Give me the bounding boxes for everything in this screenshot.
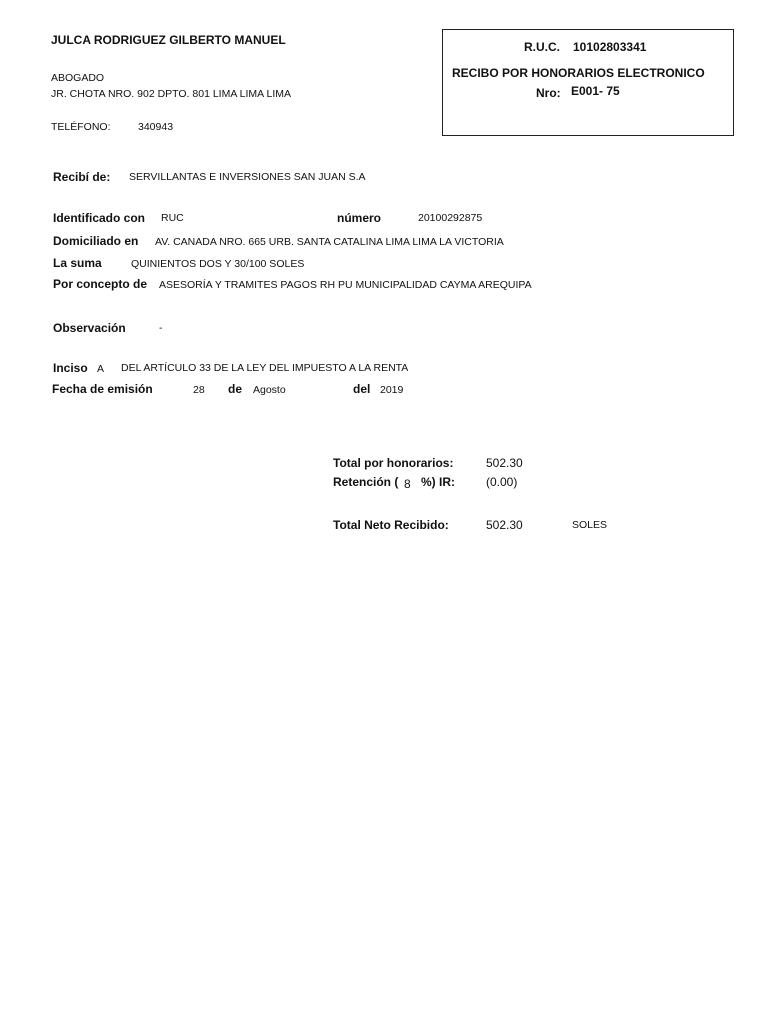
issuer-phone-value: 340943 (138, 121, 174, 133)
recibi-label: Recibí de: (53, 170, 111, 184)
ruc-value: 10102803341 (573, 40, 647, 54)
suma-value: QUINIENTOS DOS Y 30/100 SOLES (131, 258, 305, 270)
retencion-value: (0.00) (486, 475, 518, 489)
nro-label: Nro: (536, 86, 561, 100)
issuer-profession: ABOGADO (51, 72, 105, 84)
currency: SOLES (572, 519, 608, 531)
fecha-month: Agosto (253, 384, 286, 396)
honorarios-value: 502.30 (486, 456, 523, 470)
domiciliado-label: Domiciliado en (53, 234, 139, 248)
recibi-value: SERVILLANTAS E INVERSIONES SAN JUAN S.A (129, 171, 366, 183)
inciso-label: Inciso (53, 361, 88, 375)
inciso-value: A (97, 363, 105, 375)
del-label: del (353, 382, 371, 396)
neto-value: 502.30 (486, 518, 523, 532)
neto-label: Total Neto Recibido: (333, 518, 449, 532)
fecha-year: 2019 (380, 384, 404, 396)
domiciliado-value: AV. CANADA NRO. 665 URB. SANTA CATALINA LIMA LIMA LA VICTORIA (155, 236, 504, 248)
issuer-phone-label: TELÉFONO: (51, 121, 111, 133)
identificado-label: Identificado con (53, 211, 146, 225)
receipt-title: RECIBO POR HONORARIOS ELECTRONICO (452, 66, 705, 80)
observacion-label: Observación (53, 321, 126, 335)
suma-label: La suma (53, 256, 102, 270)
issuer-address: JR. CHOTA NRO. 902 DPTO. 801 LIMA LIMA LIMA (51, 88, 292, 100)
retencion-rate: 8 (404, 477, 411, 491)
de-label: de (228, 382, 243, 396)
retencion-label-pre: Retención ( (333, 475, 399, 489)
numero-value: 20100292875 (418, 212, 483, 224)
fecha-label: Fecha de emisión (52, 382, 153, 396)
ruc-label: R.U.C. (524, 40, 560, 54)
concepto-value: ASESORÍA Y TRAMITES PAGOS RH PU MUNICIPALIDAD CAYMA AREQUIPA (159, 279, 532, 291)
fecha-day: 28 (193, 384, 205, 396)
issuer-name: JULCA RODRIGUEZ GILBERTO MANUEL (51, 33, 286, 47)
concepto-label: Por concepto de (53, 277, 148, 291)
numero-label: número (337, 211, 382, 225)
inciso-text: DEL ARTÍCULO 33 DE LA LEY DEL IMPUESTO A LA RENTA (121, 362, 409, 374)
identificado-value: RUC (161, 212, 184, 224)
honorarios-label: Total por honorarios: (333, 456, 454, 470)
observacion-value: - (159, 322, 163, 334)
retencion-label-post: %) IR: (421, 475, 455, 489)
nro-value: E001- 75 (571, 84, 620, 98)
